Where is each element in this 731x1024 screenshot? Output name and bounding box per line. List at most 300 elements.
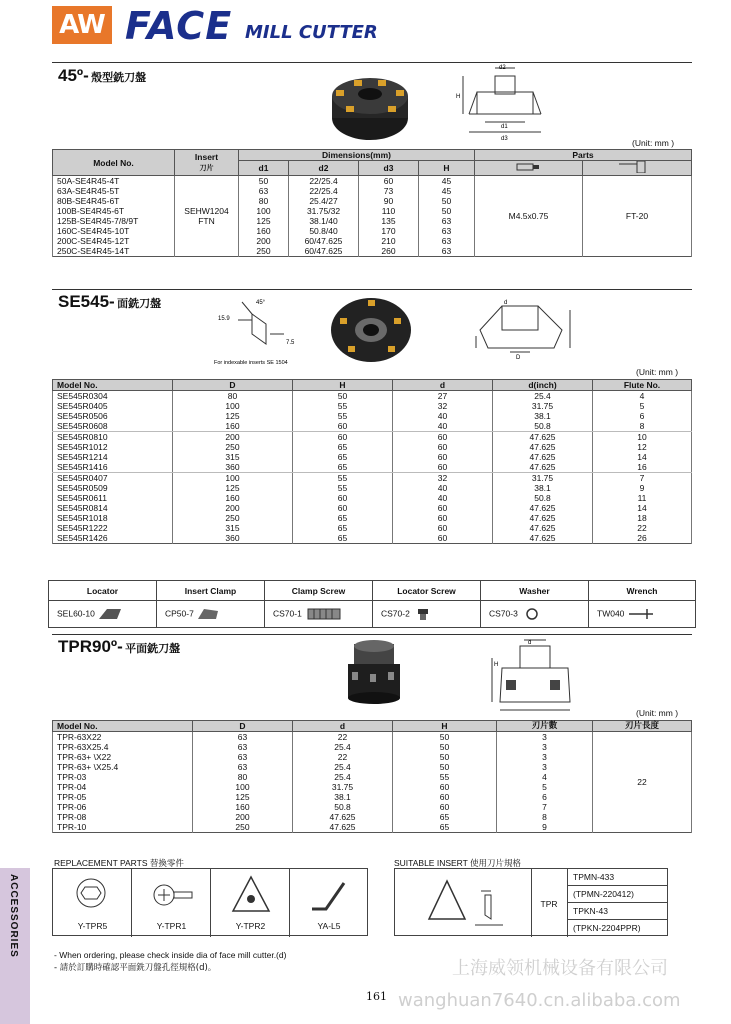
table-cell: TPR-04 — [53, 782, 193, 792]
table-cell: 100 — [173, 473, 293, 484]
section-tpr90-heading — [58, 637, 180, 657]
table-row — [53, 391, 692, 402]
cell-dim: 50 — [239, 176, 289, 187]
cell-dim: 63 — [419, 226, 475, 236]
table-cell: SE545R0304 — [53, 391, 173, 402]
cell-dim: 73 — [359, 186, 419, 196]
col-bore-inch: d(inch) — [493, 380, 593, 391]
page-number: 161 — [366, 990, 387, 1003]
table-cell: 125 — [173, 483, 293, 493]
insert-code: SEHW1204 — [184, 206, 229, 216]
table-cell: 50 — [393, 732, 497, 743]
cell-dim: 100 — [239, 206, 289, 216]
table-cell: 3 — [497, 762, 593, 772]
dim-label-d: d — [504, 300, 508, 306]
table-cell: 55 — [293, 483, 393, 493]
table-cell: 25.4 — [293, 772, 393, 782]
table-cell: 315 — [173, 452, 293, 462]
table-cell: 38.1 — [293, 792, 393, 802]
section-subtitle: 殼型銑刀盤 — [91, 71, 147, 84]
table-cell: 3 — [497, 742, 593, 752]
table-cell: 160 — [173, 493, 293, 503]
table-header-row — [53, 380, 692, 391]
cell-model: 100B-SE4R45-6T — [53, 206, 175, 216]
table-cell: 250 — [193, 822, 293, 833]
table-cell: 3 — [497, 752, 593, 762]
table-cell: 8 — [593, 421, 692, 432]
table-row — [53, 411, 692, 421]
table-cell: 65 — [393, 822, 497, 833]
table-cell: 40 — [393, 493, 493, 503]
insert-caption: For indexable inserts SE 1504 — [214, 360, 288, 366]
insert-code: TPMN-433 — [567, 869, 668, 886]
table-cell: 31.75 — [293, 782, 393, 792]
table-cell: 50 — [393, 742, 497, 752]
col-model: Model No. — [53, 150, 175, 176]
table-cell: 60 — [293, 432, 393, 443]
cell-model: 160C-SE4R45-10T — [53, 226, 175, 236]
cell-dim: 63 — [419, 246, 475, 257]
table-row — [53, 432, 692, 443]
table-cell: 50 — [393, 752, 497, 762]
table-cell: 55 — [293, 401, 393, 411]
table-cell: 65 — [293, 533, 393, 544]
table-cell: SE545R0814 — [53, 503, 173, 513]
cell-dim: 25.4/27 — [289, 196, 359, 206]
page-title-mill-cutter: MILL CUTTER — [245, 22, 378, 43]
table-row — [53, 493, 692, 503]
section-title: SE545- — [58, 292, 115, 311]
page-title-face: FACE — [125, 4, 233, 48]
table-cell: 55 — [393, 772, 497, 782]
table-cell: 22 — [293, 752, 393, 762]
cell-dim: 60/47.625 — [289, 236, 359, 246]
table-cell: SE545R0407 — [53, 473, 173, 484]
shell-mill-photo — [318, 66, 418, 146]
col-h: H — [419, 161, 475, 176]
cell-dim: 125 — [239, 216, 289, 226]
table-cell: 200 — [193, 812, 293, 822]
cell-dim: 31.75/32 — [289, 206, 359, 216]
cell-dim: 22/25.4 — [289, 186, 359, 196]
table-header-row — [53, 721, 692, 732]
cell-dim: 45 — [419, 176, 475, 187]
parts-header-row — [49, 581, 696, 601]
cell-model: 250C-SE4R45-14T — [53, 246, 175, 257]
section-subtitle: 平面銑刀盤 — [125, 642, 181, 655]
table-row — [53, 523, 692, 533]
table-row — [53, 462, 692, 473]
insert-type: TPR — [540, 899, 558, 909]
part-value: TW040 — [597, 608, 625, 619]
table-cell: 50 — [293, 391, 393, 402]
insert-list — [567, 869, 668, 936]
cell-dim: 50.8/40 — [289, 226, 359, 236]
col-d1: d1 — [239, 161, 289, 176]
table-cell: 47.625 — [493, 452, 593, 462]
table-cell: SE545R0810 — [53, 432, 173, 443]
screw-icon — [67, 877, 115, 913]
table-cell: 7 — [593, 473, 692, 484]
part-value: SEL60-10 — [57, 608, 95, 619]
cell-dim: 90 — [359, 196, 419, 206]
table-cell: 18 — [593, 513, 692, 523]
table-cell: 47.625 — [293, 812, 393, 822]
table-cell: TPR-63+ \X25.4 — [53, 762, 193, 772]
table-cell: SE545R0509 — [53, 483, 173, 493]
table-cell: 200 — [173, 503, 293, 513]
section-subtitle: 面銑刀盤 — [117, 297, 162, 310]
insert-code: TPKN-43 — [567, 903, 668, 920]
table-row — [53, 483, 692, 493]
table-cell: SE545R1416 — [53, 462, 173, 473]
part-insert-clamp — [157, 601, 265, 628]
cell-dim: 50 — [419, 196, 475, 206]
table-row — [53, 503, 692, 513]
insert-clamp-icon — [229, 873, 273, 915]
part-head-locator-screw: Locator Screw — [373, 581, 481, 601]
table-cell: 60 — [393, 462, 493, 473]
table-cell: 6 — [593, 411, 692, 421]
table-cell: SE545R0611 — [53, 493, 173, 503]
table-cell: 63 — [193, 762, 293, 772]
table-cell: 160 — [193, 802, 293, 812]
part-head-locator: Locator — [49, 581, 157, 601]
wrench-icon — [627, 607, 657, 621]
table-cell: 5 — [593, 401, 692, 411]
table-cell: 9 — [497, 822, 593, 833]
col-dimensions: Dimensions(mm) — [239, 150, 475, 161]
table-cell: 50 — [393, 762, 497, 772]
table-cell: 55 — [293, 411, 393, 421]
section-divider — [52, 62, 692, 63]
table-cell: 100 — [173, 401, 293, 411]
part-cell — [53, 869, 132, 937]
table-row — [53, 442, 692, 452]
section-se545-heading — [58, 292, 161, 312]
table-cell: 40 — [393, 421, 493, 432]
table-cell: 11 — [593, 493, 692, 503]
replacement-parts-box — [52, 868, 368, 936]
cell-dim: 60/47.625 — [289, 246, 359, 257]
part-value: CS70-1 — [273, 608, 302, 619]
table-cell: TPR-63X22 — [53, 732, 193, 743]
cell-dim: 260 — [359, 246, 419, 257]
table-cell: 5 — [497, 782, 593, 792]
table-cell: TPR-63X25.4 — [53, 742, 193, 752]
table-cell: 47.625 — [493, 432, 593, 443]
watermark-company: 上海威领机械设备有限公司 — [452, 958, 668, 979]
table-cell: 47.625 — [493, 442, 593, 452]
screw-icon — [304, 607, 344, 621]
table-cell: 250 — [173, 442, 293, 452]
table-cell: 60 — [393, 792, 497, 802]
part-value: CS70-3 — [489, 608, 518, 619]
table-cell: 60 — [393, 782, 497, 792]
table-cell: SE545R1214 — [53, 452, 173, 462]
table-cell: TPR-03 — [53, 772, 193, 782]
cell-blade-length: 22 — [593, 732, 692, 833]
table-cell: 63 — [193, 732, 293, 743]
cell-dim: 63 — [239, 186, 289, 196]
se545-table — [52, 379, 692, 544]
col-h: H — [293, 380, 393, 391]
replacement-parts-title: REPLACEMENT PARTS 替換零件 — [54, 858, 184, 868]
col-bore: d — [393, 380, 493, 391]
table-cell: 4 — [497, 772, 593, 782]
table-cell: 65 — [293, 462, 393, 473]
key-icon — [583, 161, 692, 176]
table-cell: 31.75 — [493, 473, 593, 484]
cell-dim: 80 — [239, 196, 289, 206]
part-value: CS70-2 — [381, 608, 410, 619]
table-cell: 47.625 — [293, 822, 393, 833]
table-cell: 9 — [593, 483, 692, 493]
dim-label-d3: d3 — [501, 136, 508, 142]
table-cell: 25.4 — [293, 762, 393, 772]
cell-model: 200C-SE4R45-12T — [53, 236, 175, 246]
cell-model: 125B-SE4R45-7/8/9T — [53, 216, 175, 226]
table-cell: 14 — [593, 503, 692, 513]
part-value: CP50-7 — [165, 608, 194, 619]
table-cell: 32 — [393, 401, 493, 411]
table-row — [53, 473, 692, 484]
tpr-cutter-drawing — [490, 636, 580, 716]
table-cell: 63 — [193, 752, 293, 762]
section-title: TPR90º- — [58, 637, 123, 656]
cell-dim: 170 — [359, 226, 419, 236]
dim-label-d2: d2 — [499, 65, 506, 71]
table-cell: 32 — [393, 473, 493, 484]
table-cell: 7 — [497, 802, 593, 812]
table-cell: 6 — [497, 792, 593, 802]
cell-key: FT-20 — [583, 176, 692, 257]
cell-dim: 63 — [419, 216, 475, 226]
table-cell: 12 — [593, 442, 692, 452]
col-blade-length: 刃片長度 — [593, 721, 692, 732]
face-mill-photo — [328, 294, 414, 364]
unit-label: (Unit: mm ) — [636, 708, 679, 718]
insert-code: FTN — [198, 216, 215, 226]
cell-dim: 210 — [359, 236, 419, 246]
table-cell: 63 — [193, 742, 293, 752]
cell-screw: M4.5x0.75 — [475, 176, 583, 257]
table-cell: TPR-05 — [53, 792, 193, 802]
part-clamp-screw — [265, 601, 373, 628]
col-h: H — [393, 721, 497, 732]
cell-model: 50A-SE4R45-4T — [53, 176, 175, 187]
table-cell: 38.1 — [493, 483, 593, 493]
dim-label-h: H — [456, 94, 461, 100]
part-head-wrench: Wrench — [589, 581, 696, 601]
col-d: D — [193, 721, 293, 732]
dim-label-d: d — [528, 640, 532, 646]
part-cell — [211, 869, 290, 937]
table-cell: 47.625 — [493, 513, 593, 523]
table-cell: 26 — [593, 533, 692, 544]
locator-icon — [97, 607, 123, 621]
cell-model: 63A-SE4R45-5T — [53, 186, 175, 196]
table-cell: 16 — [593, 462, 692, 473]
part-label: Y-TPR5 — [77, 921, 108, 931]
table-row — [53, 401, 692, 411]
table-cell: 60 — [293, 493, 393, 503]
table-cell: 60 — [393, 442, 493, 452]
cell-dim: 60 — [359, 176, 419, 187]
part-head-insert-clamp: Insert Clamp — [157, 581, 265, 601]
watermark-url: wanghuan7640.cn.alibaba.com — [398, 990, 681, 1011]
table-cell: SE545R1012 — [53, 442, 173, 452]
table-cell: 3 — [497, 732, 593, 743]
table-cell: 100 — [193, 782, 293, 792]
part-cell — [132, 869, 211, 937]
col-insert — [175, 150, 239, 176]
se545-parts-table — [48, 580, 696, 628]
table-cell: SE545R0608 — [53, 421, 173, 432]
table-cell: 10 — [593, 432, 692, 443]
cell-dim: 135 — [359, 216, 419, 226]
ordering-note-en: - When ordering, please check inside dia of face mill cutter.(d) — [54, 950, 287, 960]
dim-label-h: H — [494, 662, 499, 668]
table-row — [53, 176, 692, 187]
unit-label: (Unit: mm ) — [636, 367, 679, 377]
unit-label: (Unit: mm ) — [632, 138, 675, 148]
insert-diagram — [212, 296, 322, 368]
table-cell: TPR-08 — [53, 812, 193, 822]
table-cell: 38.1 — [493, 411, 593, 421]
table-cell: 65 — [293, 513, 393, 523]
table-row — [53, 513, 692, 523]
cell-dim: 22/25.4 — [289, 176, 359, 187]
washer-icon — [520, 607, 544, 621]
shell-mill-table — [52, 149, 692, 257]
table-cell: 60 — [293, 503, 393, 513]
cell-dim: 110 — [359, 206, 419, 216]
table-cell: TPR-10 — [53, 822, 193, 833]
table-cell: 125 — [193, 792, 293, 802]
dim-label-d1: d1 — [501, 124, 508, 130]
col-insert-label: Insert — [194, 152, 219, 162]
table-cell: 31.75 — [493, 401, 593, 411]
cell-dim: 160 — [239, 226, 289, 236]
col-parts: Parts — [475, 150, 692, 161]
table-cell: 22 — [593, 523, 692, 533]
insert-code: (TPKN-2204PPR) — [573, 923, 641, 933]
section-45-heading — [58, 66, 146, 86]
cell-dim: 38.1/40 — [289, 216, 359, 226]
table-row — [53, 732, 692, 743]
table-cell: 8 — [497, 812, 593, 822]
table-cell: SE545R1426 — [53, 533, 173, 544]
table-cell: 47.625 — [493, 503, 593, 513]
table-row — [53, 452, 692, 462]
table-cell: 27 — [393, 391, 493, 402]
table-cell: 4 — [593, 391, 692, 402]
table-cell: 315 — [173, 523, 293, 533]
cell-dim: 250 — [239, 246, 289, 257]
table-row — [53, 421, 692, 432]
table-cell: SE545R0405 — [53, 401, 173, 411]
part-label: Y-TPR1 — [156, 921, 187, 931]
triangle-insert-icon — [419, 875, 519, 931]
col-insert-label-cn: 刀片 — [199, 163, 214, 172]
cell-model: 80B-SE4R45-6T — [53, 196, 175, 206]
table-cell: 50.8 — [293, 802, 393, 812]
table-cell: 60 — [393, 452, 493, 462]
col-bore: d — [293, 721, 393, 732]
face-mill-drawing — [470, 296, 580, 360]
part-label: Y-TPR2 — [235, 921, 266, 931]
col-flute: Flute No. — [593, 380, 692, 391]
cell-insert — [175, 176, 239, 257]
insert-code: (TPMN-220412) — [567, 886, 668, 903]
section-divider — [52, 289, 692, 290]
cell-dim: 200 — [239, 236, 289, 246]
table-cell: 80 — [193, 772, 293, 782]
table-cell: 60 — [393, 432, 493, 443]
cell-dim: 63 — [419, 236, 475, 246]
table-cell: 47.625 — [493, 533, 593, 544]
section-title: 45º- — [58, 66, 89, 85]
shell-mill-drawing — [455, 62, 555, 144]
tpr90-table — [52, 720, 692, 833]
table-cell: 22 — [293, 732, 393, 743]
col-d: D — [173, 380, 293, 391]
tpr-cutter-photo — [338, 636, 412, 706]
col-d3: d3 — [359, 161, 419, 176]
col-model: Model No. — [53, 721, 193, 732]
table-cell: SE545R0506 — [53, 411, 173, 421]
table-cell: SE545R1018 — [53, 513, 173, 523]
part-cell — [290, 869, 368, 937]
suitable-insert-title: SUITABLE INSERT 使用刀片規格 — [394, 858, 522, 868]
table-cell: 80 — [173, 391, 293, 402]
brand-logo: AW — [52, 6, 112, 44]
part-head-washer: Washer — [481, 581, 589, 601]
part-locator-screw — [373, 601, 481, 628]
table-cell: 40 — [393, 411, 493, 421]
table-cell: 160 — [173, 421, 293, 432]
clamp-icon — [196, 607, 220, 621]
part-washer — [481, 601, 589, 628]
table-cell: 50.8 — [493, 421, 593, 432]
dim-label-big-d: D — [516, 355, 521, 360]
screw-icon — [148, 877, 196, 913]
table-cell: 200 — [173, 432, 293, 443]
side-tab — [0, 868, 30, 1024]
section-divider — [52, 634, 692, 635]
table-cell: 360 — [173, 462, 293, 473]
table-cell: 360 — [173, 533, 293, 544]
table-cell: 47.625 — [493, 462, 593, 473]
table-cell: 25.4 — [493, 391, 593, 402]
col-model: Model No. — [53, 380, 173, 391]
part-wrench — [589, 601, 696, 628]
hex-key-icon — [306, 875, 350, 915]
table-cell: 47.625 — [493, 523, 593, 533]
table-row — [53, 533, 692, 544]
cell-dim: 50 — [419, 206, 475, 216]
table-cell: 65 — [393, 812, 497, 822]
screw-icon — [475, 161, 583, 176]
table-cell: TPR-63+ \X22 — [53, 752, 193, 762]
table-cell: 60 — [393, 533, 493, 544]
table-header-row — [53, 150, 692, 161]
table-cell: 60 — [393, 802, 497, 812]
table-cell: TPR-06 — [53, 802, 193, 812]
dim-label-width: 15.9 — [218, 316, 230, 322]
table-cell: 25.4 — [293, 742, 393, 752]
